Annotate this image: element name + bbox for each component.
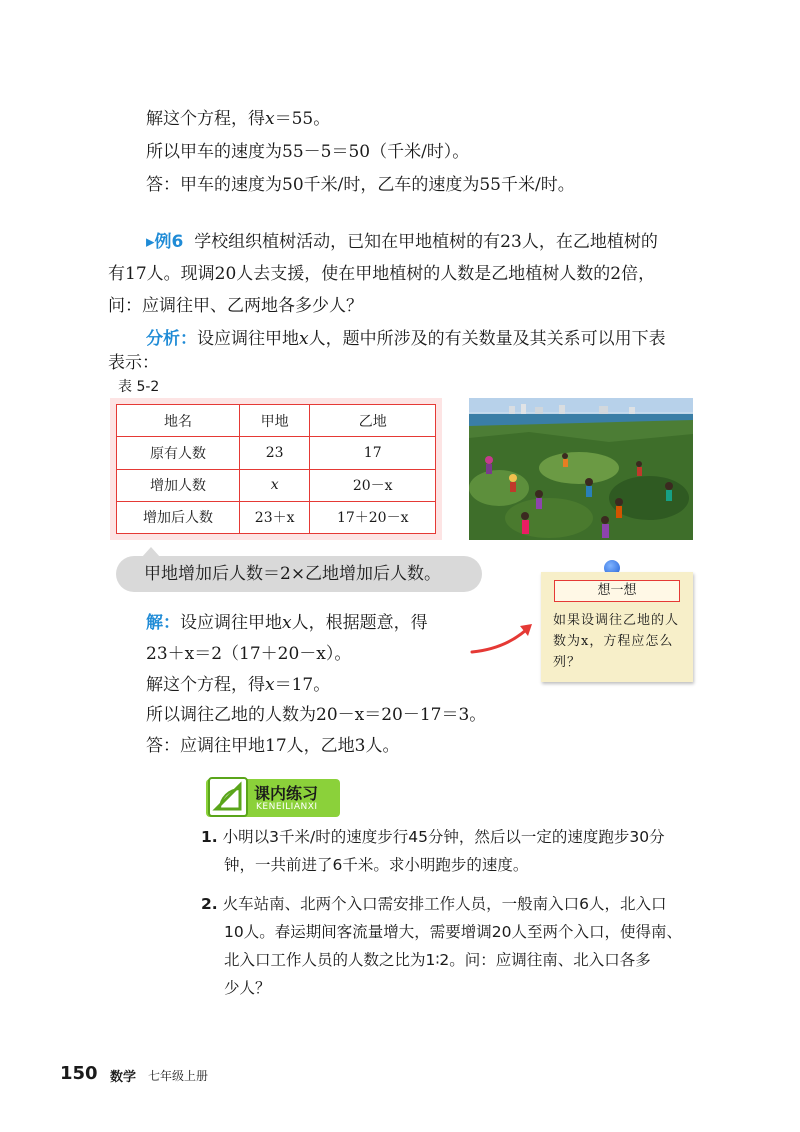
text: 设应调往甲地 [197,329,299,349]
text: 火车站南、北两个入口需安排工作人员，一般南入口6人，北入口 [222,895,667,913]
table-cell: 地名 [117,405,240,437]
table-row [117,437,436,469]
solution-line: 所以甲车的速度为55－5＝50（千米/时）。 [146,142,470,162]
variable: x [299,329,309,349]
solution-line [146,672,330,698]
variable: x [265,675,275,695]
relation-bubble: 甲地增加后人数＝2×乙地增加后人数。 [116,556,482,592]
example-line [146,229,658,255]
photo-illustration [469,398,693,540]
text: 人，根据题意，得 [291,613,428,633]
table-cell: 23＋x [239,501,309,533]
text: 设应调往甲地 [180,613,282,633]
data-table-frame [110,398,442,540]
table-row [117,501,436,533]
example-line: 有17人。现调20人去支援，使在甲地植树的人数是乙地植树人数的2倍， [108,264,656,284]
analysis-label: 分析： [146,329,197,349]
note-title: 想一想 [554,580,680,602]
exercise-line: 10人。春运期间客流量增大，需要增调20人至两个入口，使得南、 [224,923,682,941]
table-cell: 增加后人数 [117,501,240,533]
analysis-line: 表示： [108,353,159,373]
table-cell: 17＋20－x [310,501,436,533]
answer-line: 答：甲车的速度为50千米/时，乙车的速度为55千米/时。 [146,175,575,195]
page-number: 150 [60,1063,98,1084]
item-number: 1. [201,828,218,846]
text: 人，题中所涉及的有关数量及其关系可以用下表 [308,329,666,349]
ruler-protractor-icon [208,777,248,817]
table-cell: 原有人数 [117,437,240,469]
table-row [117,405,436,437]
exercise-item [201,824,665,850]
table-cell: 甲地 [239,405,309,437]
table-row [117,469,436,501]
text: 解这个方程，得 [146,675,265,695]
variable: x [265,109,275,129]
table-cell: 23 [239,437,309,469]
text: ＝17。 [274,675,331,695]
exercise-title: 课内练习 [254,784,319,803]
variable: x [282,613,292,633]
text: 小明以3千米/时的速度步行45分钟，然后以一定的速度跑步30分 [222,828,665,846]
item-number: 2. [201,895,218,913]
table-caption: 表 5-2 [118,379,160,395]
note-body: 如果设调往乙地的人数为x，方程应怎么列？ [553,613,680,670]
text: ＝55。 [274,109,331,129]
exercise-subtitle: KENEILIANXI [256,802,318,812]
equation-line: 23＋x＝2（17＋20－x）。 [146,644,352,664]
think-note [541,572,693,682]
book-title: 数学 [110,1070,137,1085]
answer-line: 答：应调往甲地17人，乙地3人。 [146,736,400,756]
data-table [116,404,436,534]
example-line: 问：应调往甲、乙两地各多少人？ [108,296,363,316]
red-arrow-icon [468,618,538,658]
table-cell: x [239,469,309,501]
text: 学校组织植树活动，已知在甲地植树的有23人，在乙地植树的 [194,232,658,252]
solution-line [146,610,428,636]
text: 解这个方程，得 [146,109,265,129]
solution-line: 所以调往乙地的人数为20－x＝20－17＝3。 [146,705,487,725]
exercise-item [201,891,667,917]
grade-label: 七年级上册 [148,1069,209,1083]
analysis-line [146,326,666,352]
solution-line [146,106,330,132]
example-label: ▸例6 [146,232,184,252]
table-cell: 增加人数 [117,469,240,501]
table-cell: 乙地 [310,405,436,437]
table-cell: 20－x [310,469,436,501]
table-cell: 17 [310,437,436,469]
exercise-line: 钟，一共前进了6千米。求小明跑步的速度。 [224,856,529,874]
tree-planting-photo [469,398,693,540]
exercise-line: 北入口工作人员的人数之比为1∶2。问：应调往南、北入口各多 [224,951,651,969]
solution-label: 解： [146,613,180,633]
exercise-line: 少人？ [224,979,271,997]
